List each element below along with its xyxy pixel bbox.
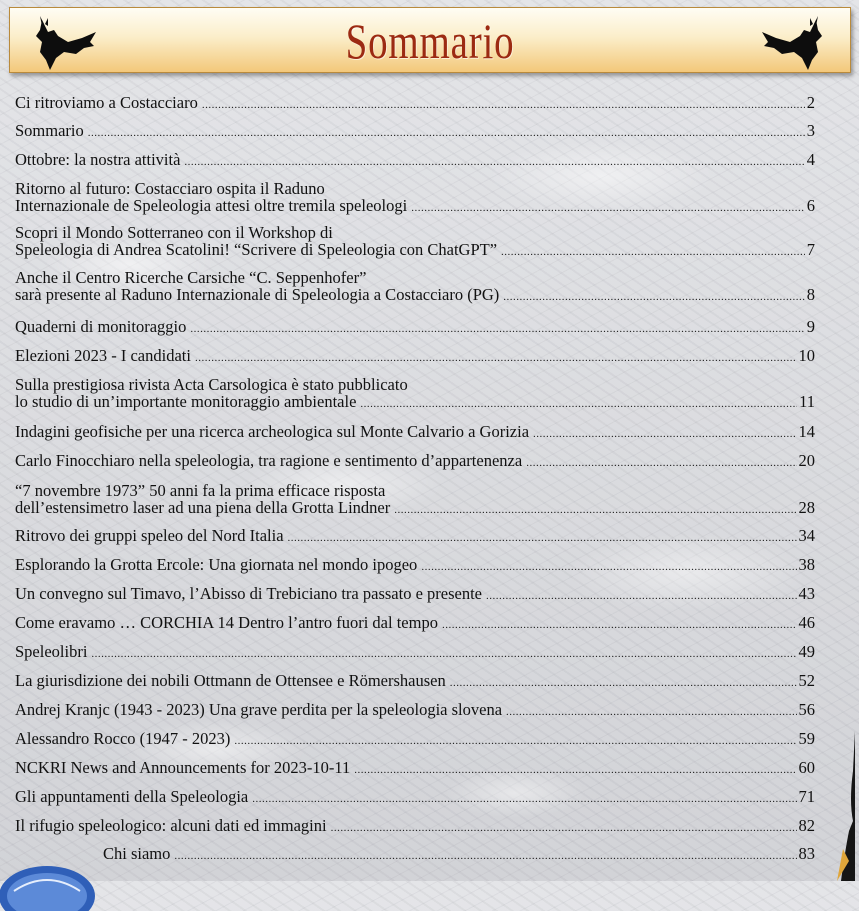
toc-page-number: 6 xyxy=(806,196,815,215)
toc-page-number: 2 xyxy=(806,93,815,112)
toc-entry[interactable] xyxy=(15,614,815,634)
toc-entry-title: Ritrovo dei gruppi speleo del Nord Italia xyxy=(15,526,284,545)
toc-entry[interactable] xyxy=(15,122,815,142)
toc-page-number: 20 xyxy=(798,451,815,470)
dot-leader xyxy=(190,321,804,338)
toc-entry-title: NCKRI News and Announcements for 2023-10-11 xyxy=(15,758,351,777)
toc-entry-title-cont: dell’estensimetro laser ad una piena della Grotta Lindner xyxy=(15,498,391,517)
toc-entry-title: Ritorno al futuro: Costacciaro ospita il Raduno xyxy=(15,179,325,198)
dot-leader xyxy=(533,426,796,443)
dot-leader xyxy=(288,530,797,547)
toc-entry-title: “7 novembre 1973” 50 anni fa la prima efficace risposta xyxy=(15,481,386,500)
toc-entry-title: Anche il Centro Ricerche Carsiche “C. Seppenhofer” xyxy=(15,268,367,287)
toc-entry-title: Carlo Finocchiaro nella speleologia, tra ragione e sentimento d’appartenenza xyxy=(15,451,523,470)
corner-ornament-icon xyxy=(819,731,859,881)
dot-leader xyxy=(394,502,796,519)
toc-entry[interactable] xyxy=(15,180,815,217)
toc-entry-title-cont: sarà presente al Raduno Internazionale di Speleologia a Costacciaro (PG) xyxy=(15,285,500,304)
dot-leader xyxy=(184,154,804,171)
toc-entry-title: Quaderni di monitoraggio xyxy=(15,317,187,336)
toc-page-number: 49 xyxy=(798,642,815,661)
dot-leader xyxy=(486,588,797,605)
toc-page-number: 9 xyxy=(806,317,815,336)
toc-entry[interactable] xyxy=(15,788,815,808)
dot-leader xyxy=(202,97,805,114)
toc-entry-title: Gli appuntamenti della Speleologia xyxy=(15,787,249,806)
toc-entry-title: Scopri il Mondo Sotterraneo con il Workshop di xyxy=(15,223,333,242)
toc-entry-title-cont: Internazionale de Speleologia attesi oltre tremila speleologi xyxy=(15,196,408,215)
toc-page-number: 38 xyxy=(798,555,815,574)
toc-entry[interactable] xyxy=(15,585,815,605)
dot-leader xyxy=(91,646,796,663)
toc-entry[interactable] xyxy=(15,556,815,576)
toc-page-number: 11 xyxy=(799,392,815,411)
toc-entry-title: Esplorando la Grotta Ercole: Una giornata nel mondo ipogeo xyxy=(15,555,418,574)
bat-silhouette-icon xyxy=(24,12,104,74)
toc-entry-title: Sommario xyxy=(15,121,84,140)
toc-entry-title: Sulla prestigiosa rivista Acta Carsologica è stato pubblicato xyxy=(15,375,408,394)
toc-entry-title: Alessandro Rocco (1947 - 2023) xyxy=(15,729,231,748)
dot-leader xyxy=(442,617,797,634)
toc-entry[interactable] xyxy=(15,224,815,261)
dot-leader xyxy=(360,396,797,413)
toc-page-number: 10 xyxy=(798,346,815,365)
dot-leader xyxy=(450,675,797,692)
toc-entry[interactable] xyxy=(15,452,815,472)
dot-leader xyxy=(354,762,796,779)
toc-entry-title: Chi siamo xyxy=(103,844,171,863)
toc-page-number: 3 xyxy=(806,121,815,140)
toc-page-number: 83 xyxy=(798,844,815,863)
toc-entry-title: Un convegno sul Timavo, l’Abisso di Trebiciano tra passato e presente xyxy=(15,584,482,603)
dot-leader xyxy=(331,820,797,837)
toc-page-number: 46 xyxy=(798,613,815,632)
page-title: Sommario xyxy=(345,13,515,69)
toc-entry[interactable] xyxy=(15,817,815,837)
toc-entry[interactable] xyxy=(15,269,815,306)
toc-entry-title: Come eravamo … CORCHIA 14 Dentro l’antro fuori dal tempo xyxy=(15,613,438,632)
dot-leader xyxy=(234,733,796,750)
toc-entry[interactable] xyxy=(15,482,815,519)
toc-page-number: 28 xyxy=(798,498,815,517)
toc-entry-title: Il rifugio speleologico: alcuni dati ed immagini xyxy=(15,816,327,835)
toc-entry[interactable] xyxy=(15,318,815,338)
toc-entry[interactable] xyxy=(15,151,815,171)
toc-entry-title: Ottobre: la nostra attività xyxy=(15,150,181,169)
toc-entry-title: La giurisdizione dei nobili Ottmann de Ottensee e Römershausen xyxy=(15,671,446,690)
toc-page-number: 60 xyxy=(798,758,815,777)
toc-page-number: 7 xyxy=(806,240,815,259)
toc-entry[interactable] xyxy=(15,527,815,547)
dot-leader xyxy=(526,455,796,472)
toc-entry-title: Andrej Kranjc (1943 - 2023) Una grave perdita per la speleologia slovena xyxy=(15,700,503,719)
toc-entry[interactable] xyxy=(15,845,815,865)
toc-entry-title: Speleolibri xyxy=(15,642,88,661)
dot-leader xyxy=(174,848,796,865)
toc-page-number: 43 xyxy=(798,584,815,603)
toc-entry[interactable] xyxy=(15,376,815,413)
dot-leader xyxy=(88,125,805,142)
toc-entry-title: Ci ritroviamo a Costacciaro xyxy=(15,93,198,112)
toc-page-number: 59 xyxy=(798,729,815,748)
toc-entry-title-cont: lo studio di un’importante monitoraggio ambientale xyxy=(15,392,357,411)
toc-entry[interactable] xyxy=(15,730,815,750)
toc-entry[interactable] xyxy=(15,347,815,367)
toc-page-number: 8 xyxy=(806,285,815,304)
dot-leader xyxy=(503,289,804,306)
toc-page-number: 71 xyxy=(798,787,815,806)
toc-page-number: 52 xyxy=(798,671,815,690)
toc-entry[interactable] xyxy=(15,672,815,692)
toc-entry-title: Elezioni 2023 - I candidati xyxy=(15,346,191,365)
toc-entry[interactable] xyxy=(15,701,815,721)
association-logo-icon xyxy=(0,851,102,911)
dot-leader xyxy=(195,350,797,367)
toc-entry-title: Indagini geofisiche per una ricerca archeologica sul Monte Calvario a Gorizia xyxy=(15,422,530,441)
dot-leader xyxy=(421,559,796,576)
toc-entry[interactable] xyxy=(15,759,815,779)
toc-entry-title-cont: Speleologia di Andrea Scatolini! “Scrivere di Speleologia con ChatGPT” xyxy=(15,240,498,259)
dot-leader xyxy=(411,200,805,217)
toc-page-number: 4 xyxy=(806,150,815,169)
toc-page-number: 14 xyxy=(798,422,815,441)
dot-leader xyxy=(501,244,805,261)
toc-page-number: 82 xyxy=(798,816,815,835)
toc-entry[interactable] xyxy=(15,94,815,114)
dot-leader xyxy=(252,791,796,808)
dot-leader xyxy=(506,704,796,721)
bat-silhouette-icon xyxy=(754,12,834,74)
toc-entry[interactable] xyxy=(15,423,815,443)
title-banner xyxy=(9,7,851,73)
toc-entry[interactable] xyxy=(15,643,815,663)
toc-page-number: 56 xyxy=(798,700,815,719)
toc-page-number: 34 xyxy=(798,526,815,545)
